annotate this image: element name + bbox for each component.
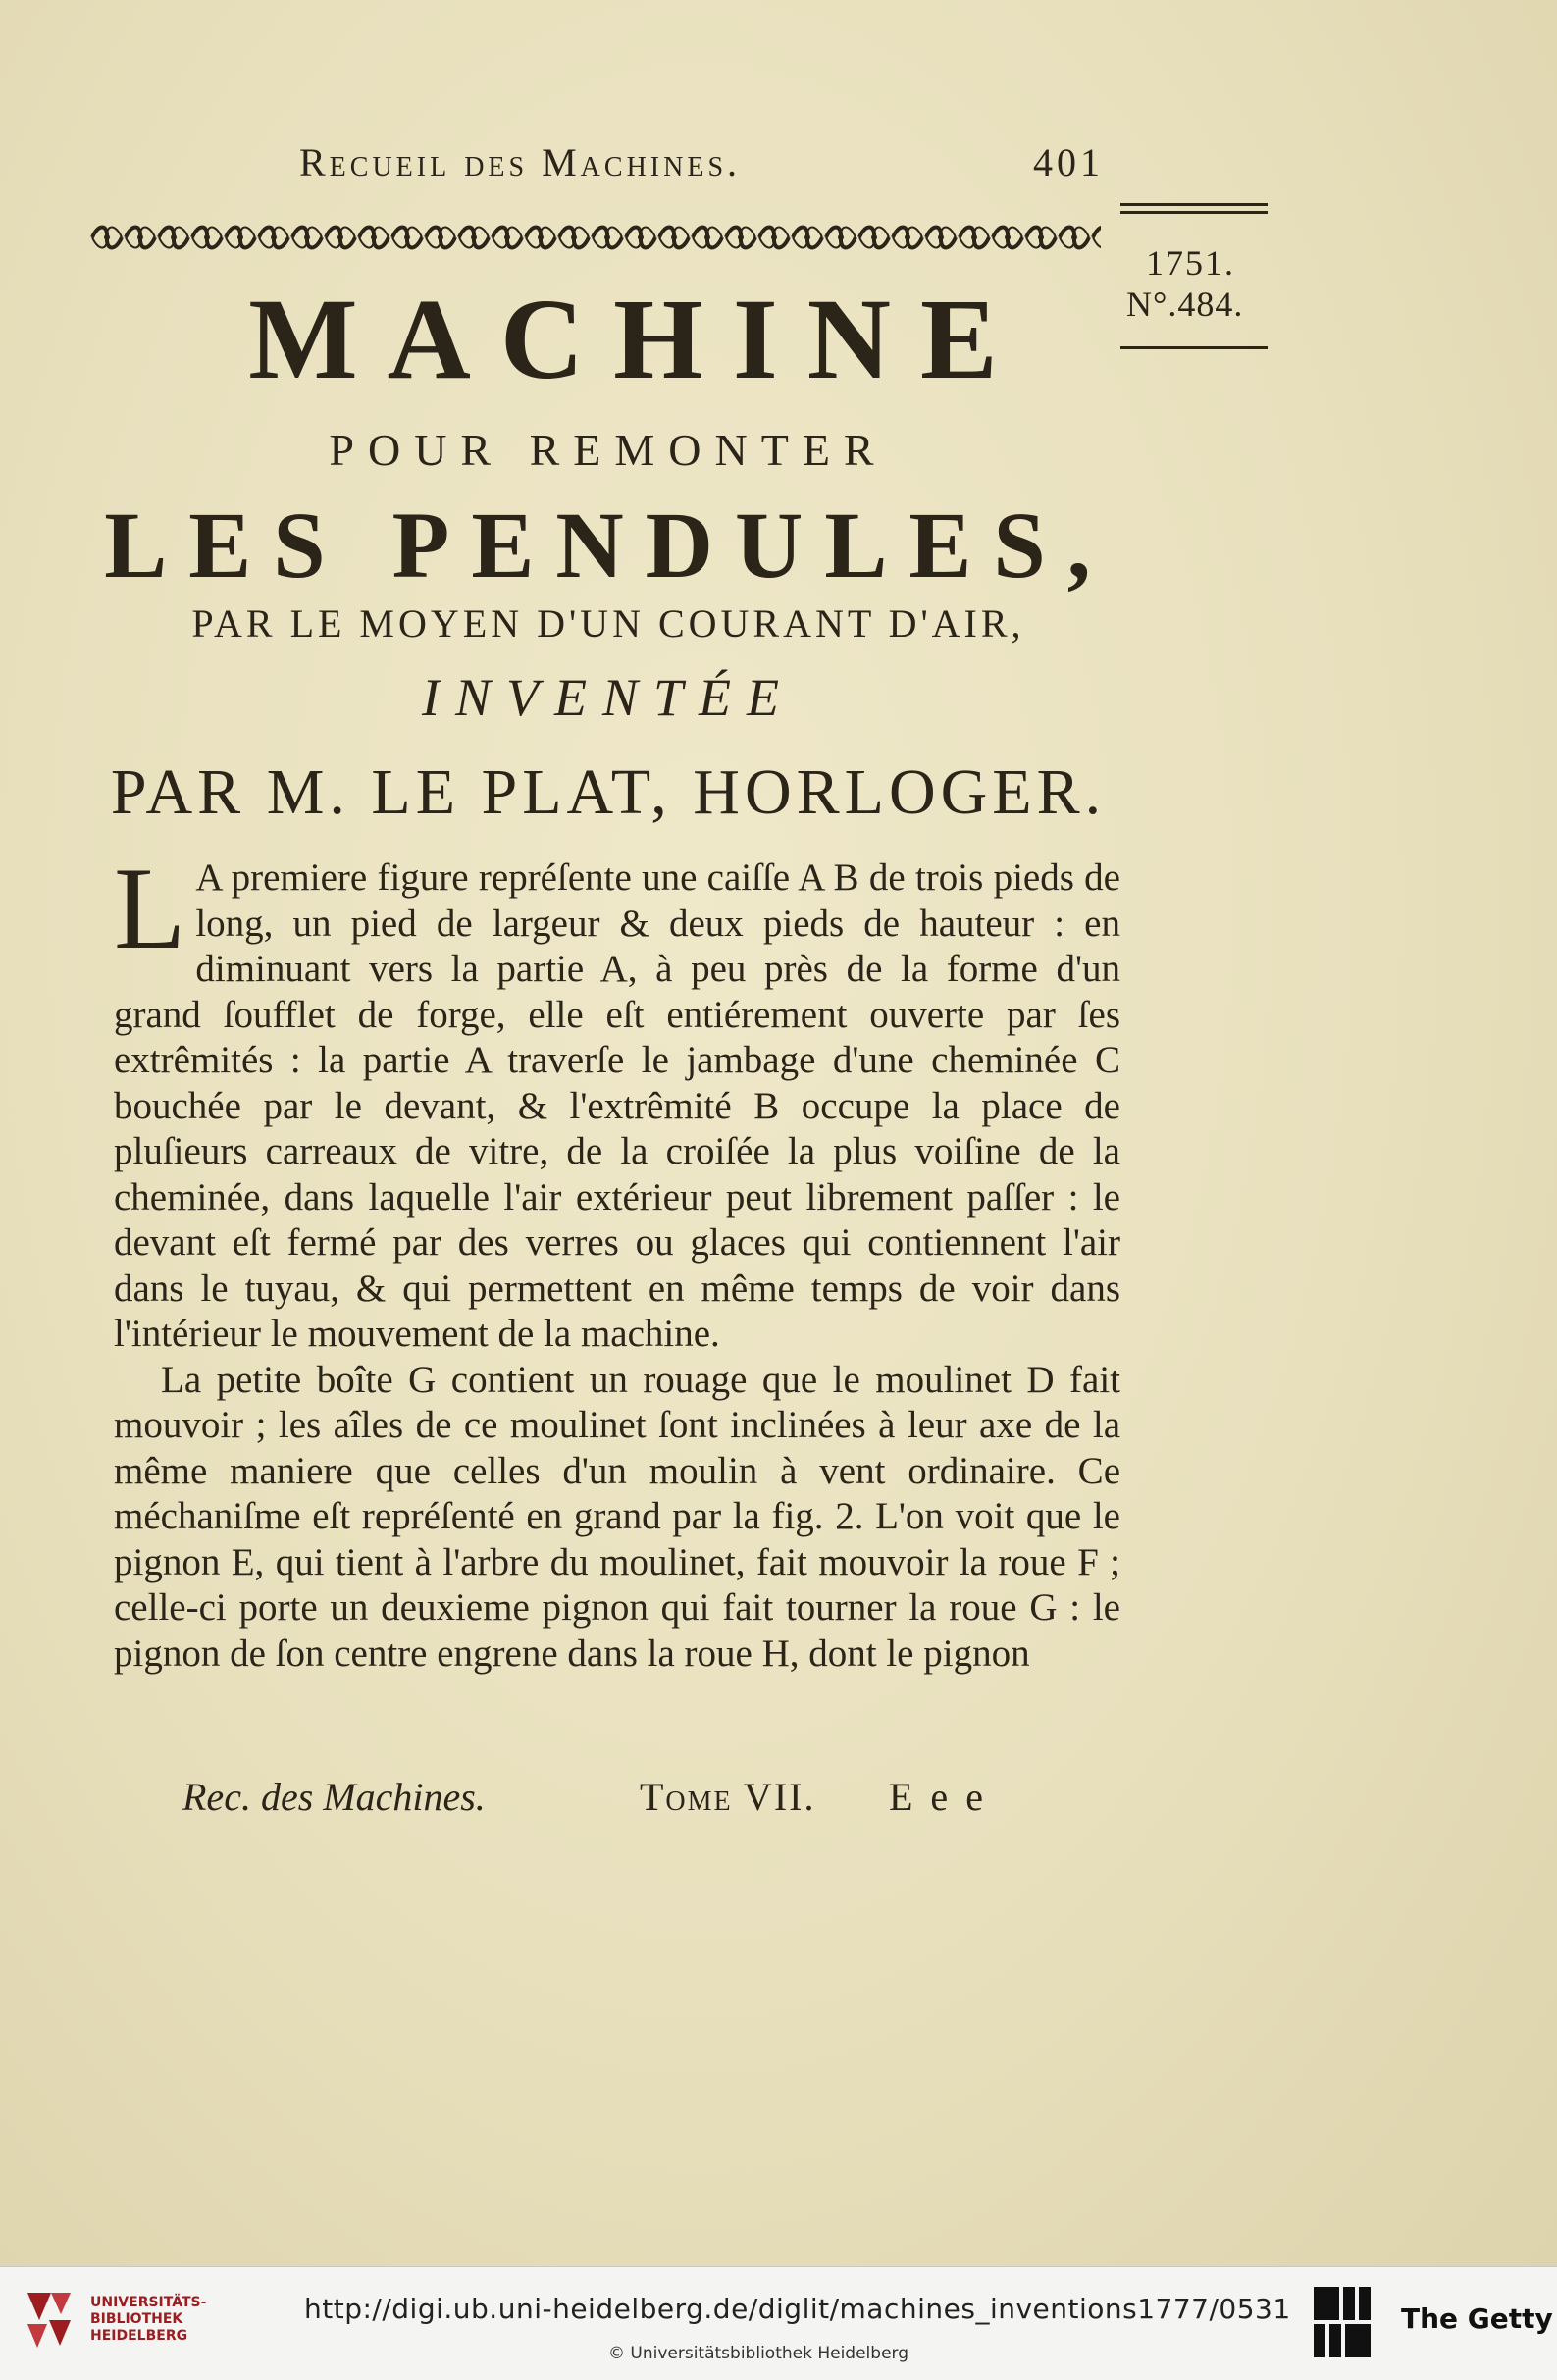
body-text — [114, 843, 1120, 1677]
catchline-series: Rec. des Machines. — [182, 1775, 486, 1819]
catchline — [182, 1774, 997, 1823]
paragraph-1 — [114, 843, 1120, 1358]
ornamental-border-icon — [90, 218, 1101, 257]
title-inventee: INVENTÉE — [422, 668, 795, 727]
library-name — [90, 2295, 206, 2345]
paragraph-2: La petite boîte G contient un rouage que le moulinet D fait mouvoir ; les aîles de ce moulinet ſont inclinées à leur axe de la même maniere que celles d'un moulin à vent ordinaire. Ce méchaniſme eſt repréſenté en grand par la fig. 2. L'on voit que le pignon E, qui tient à l'arbre du moulinet, fait mouvoir la roue F ; celle-ci porte un deuxieme pignon qui fait tourner la roue G : le pignon de ſon centre engrene dans la roue H, dont le pignon — [114, 1358, 1120, 1675]
margin-rule-top — [1120, 203, 1268, 206]
margin-year: 1751. — [1146, 243, 1235, 283]
library-name-line-1: UNIVERSITÄTS- — [90, 2295, 207, 2310]
title-pour-remonter: POUR REMONTER — [329, 425, 888, 475]
title-author: PAR M. LE PLAT, HORLOGER. — [110, 756, 1107, 828]
getty-label: The Getty — [1401, 2302, 1553, 2335]
library-name-line-2: BIBLIOTHEK — [90, 2311, 183, 2327]
title-par-le-moyen: PAR LE MOYEN D'UN COURANT D'AIR, — [191, 601, 1025, 646]
margin-rule-top-2 — [1120, 211, 1268, 214]
library-name-line-3: HEIDELBERG — [90, 2328, 188, 2344]
running-head — [299, 139, 1104, 188]
margin-number: N°.484. — [1126, 285, 1244, 324]
copyright-notice: © Universitätsbibliothek Heidelberg — [608, 2344, 909, 2363]
title-les-pendules: LES PENDULES, — [104, 492, 1113, 597]
page-number: 401 — [1033, 140, 1104, 184]
running-head-title: Recueil des Machines. — [299, 140, 742, 184]
catchline-volume: Tome VII. — [640, 1775, 816, 1819]
title-machine: MACHINE — [248, 275, 1027, 403]
footer-bar — [0, 2266, 1557, 2380]
getty-logo-icon — [1310, 2283, 1375, 2361]
drop-cap: L — [114, 843, 186, 973]
paragraph-1-text: A premiere figure repréſente une caiſſe A B de trois pieds de long, un pied de largeur & deux pieds de hauteur : en diminuant vers la partie A, à peu près de la forme d'un grand ſoufflet de forge, elle eſt entiérement ouverte par ſes extrêmités : la partie A traverſe le jambage d'une cheminée C bouchée par le devant, & l'extrêmité B occupe la place de pluſieurs carreaux de vitre, de la croiſée la plus voiſine de la cheminée, dans laquelle l'air extérieur peut librement paſſer : le devant eſt fermé par des verres ou glaces qui contiennent l'air dans le tuyau, & qui permettent en même temps de voir dans l'intérieur le mouvement de la machine. — [114, 856, 1120, 1355]
university-library-logo-icon — [22, 2285, 77, 2354]
catchline-signature: E e e — [889, 1775, 987, 1819]
permalink-url[interactable]: http://digi.ub.uni-heidelberg.de/diglit/machines_inventions1777/0531 — [304, 2293, 1291, 2325]
